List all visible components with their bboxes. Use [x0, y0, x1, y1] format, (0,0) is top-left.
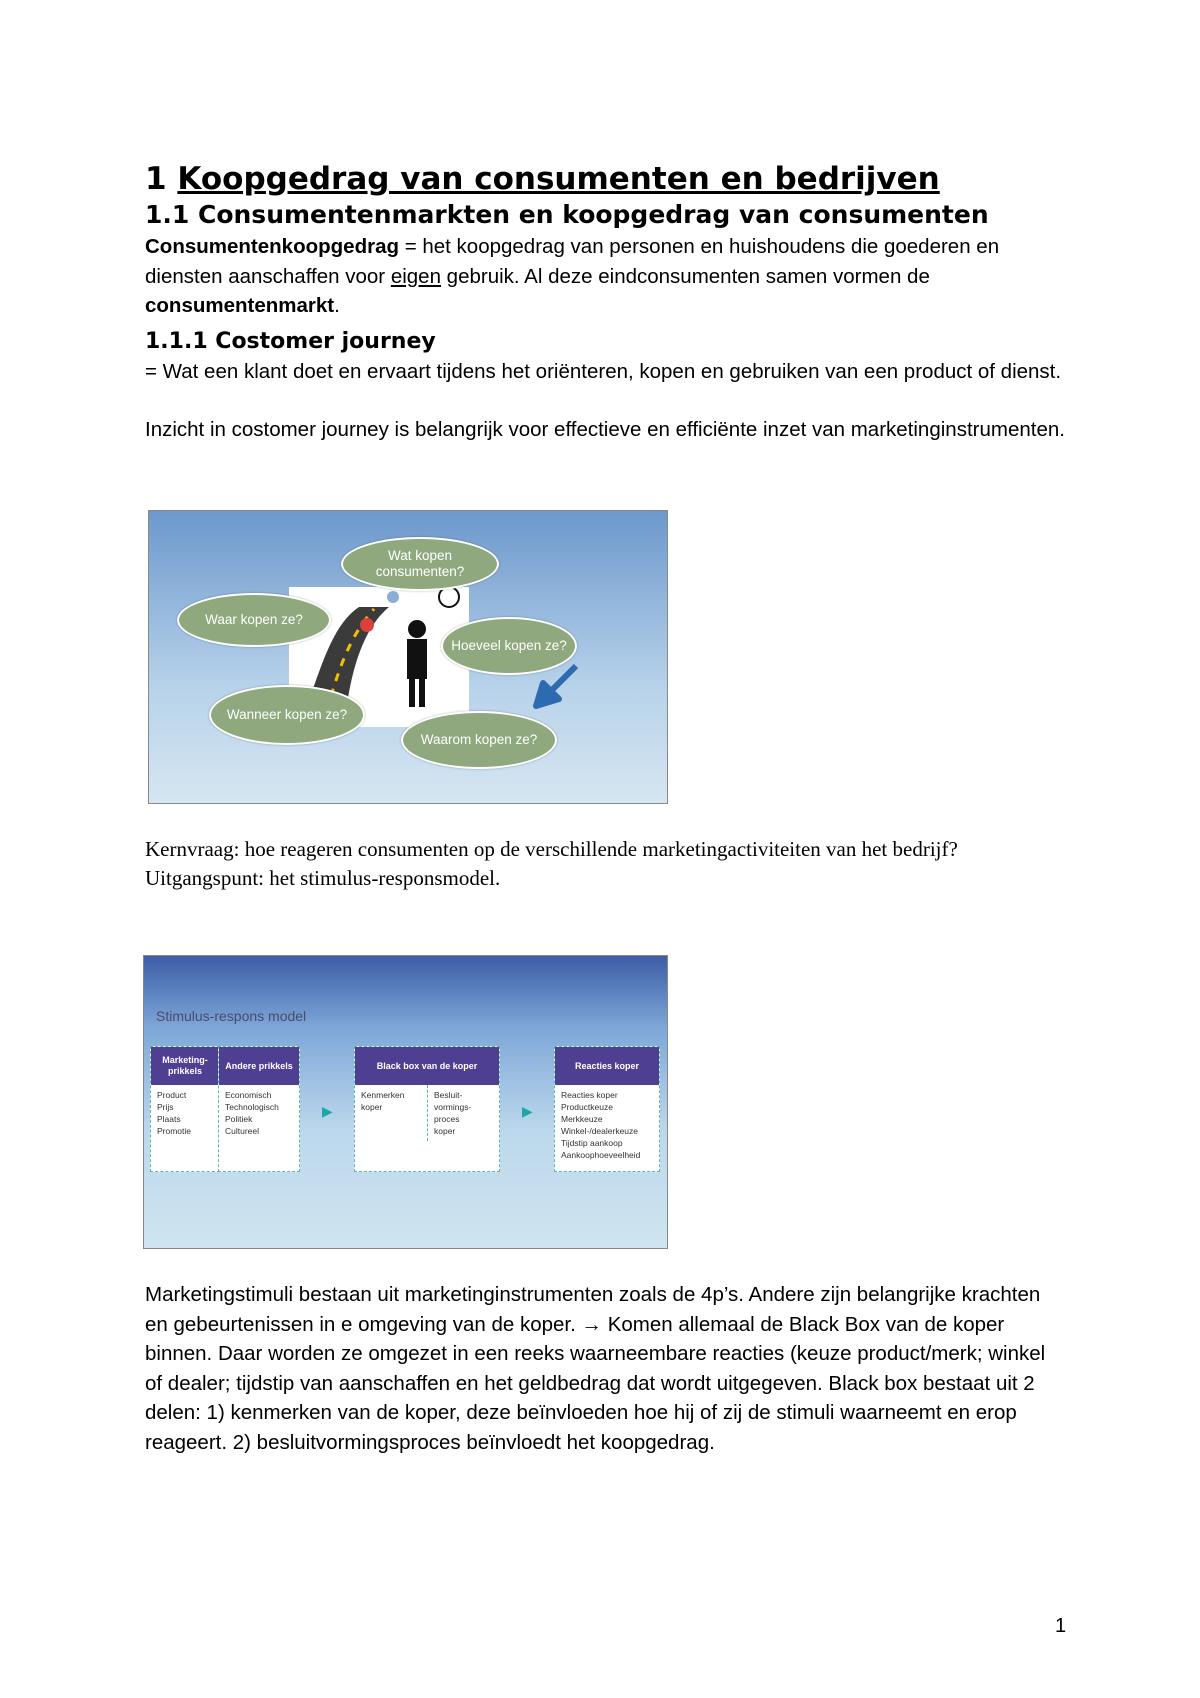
slide2-title: Stimulus-respons model [156, 1008, 307, 1024]
bubble-wanneer-kopen: Wanneer kopen ze? [209, 685, 365, 745]
bubble-wat-kopen: Wat kopen consumenten? [341, 537, 499, 591]
column-header: Reacties koper [555, 1047, 659, 1085]
body-text-2: Komen allemaal de Black Box van de koper binnen. Daar worden ze omgezet in een reeks waarneembare reacties (keuze product/merk; winkel of dealer; tijdstip van aanschaffen en het geldbedrag dat wordt uitgegeven. Black box bestaat uit 2 delen: 1) kenmerken van de koper, deze beïnvloeden hoe hij of zij de stimuli waarneemt en erop reageert. 2) besluitvormingsproces beïnvloedt het koopgedrag. [145, 1312, 1046, 1454]
body-paragraph [145, 1280, 1065, 1457]
list-item: Economisch [225, 1090, 272, 1100]
list-item: Aankoophoeveelheid [561, 1150, 641, 1160]
customer-journey-slide [148, 510, 668, 804]
body-text: Marketingstimuli bestaan uit marketinginstrumenten zoals de 4p’s. Andere zijn belangrijke krachten en gebeurtenissen in e omgeving van de koper. [145, 1283, 1041, 1336]
list-item: Productkeuze [561, 1102, 613, 1112]
list-item: Winkel-/dealerkeuze [561, 1126, 639, 1136]
heading-1-number: 1 [145, 161, 167, 197]
arrow-icon [531, 661, 581, 711]
list-item: proces [434, 1114, 460, 1124]
column-andere-prikkels [218, 1046, 300, 1172]
page-number: 1 [1055, 1615, 1067, 1637]
list-item: Cultureel [225, 1126, 260, 1136]
document-page [145, 160, 1065, 445]
definition-term: Consumentenkoopgedrag [145, 235, 399, 258]
list-item: Politiek [225, 1114, 253, 1124]
bubble-waar-kopen: Waar kopen ze? [177, 593, 331, 647]
arrow-glyph: → [581, 1312, 602, 1336]
column-header: Andere prikkels [219, 1047, 299, 1085]
body-block [145, 1280, 1065, 1457]
stimulus-respons-slide [143, 955, 668, 1249]
heading-3: 1.1.1 Costomer journey [145, 328, 436, 354]
list-item: Plaats [157, 1114, 181, 1124]
definition-underlined: eigen [390, 264, 441, 288]
journey-insight: Inzicht in costomer journey is belangrijk voor effectieve en efficiënte inzet van marketinginstrumenten. [145, 418, 1065, 441]
bubble-waarom-kopen: Waarom kopen ze? [401, 711, 557, 769]
definition-text-2: gebruik. Al deze eindconsumenten samen vormen de [440, 264, 930, 288]
list-item: koper [434, 1126, 456, 1136]
list-item: Reacties koper [561, 1090, 618, 1100]
play-arrow-icon: ▶ [522, 1103, 533, 1119]
kernvraag-block [145, 835, 1065, 893]
journey-definition: = Wat een klant doet en ervaart tijdens het oriënteren, kopen en gebruiken van een product of dienst. [145, 359, 1062, 383]
list-item: Technologisch [225, 1102, 279, 1112]
column-header: Marketing-prikkels [151, 1047, 219, 1085]
play-arrow-icon: ▶ [322, 1103, 333, 1119]
column-reacties-koper [554, 1046, 660, 1172]
list-item: Prijs [157, 1102, 174, 1112]
list-item: Besluit- [434, 1090, 463, 1100]
list-item: Kenmerken [361, 1090, 405, 1100]
heading-1 [145, 160, 1065, 198]
definition-end: . [334, 294, 340, 317]
list-item: Product [157, 1090, 187, 1100]
heading-1-title: Koopgedrag van consumenten en bedrijven [177, 161, 940, 197]
definition-paragraph [145, 232, 1065, 321]
kernvraag-paragraph: Kernvraag: hoe reageren consumenten op de verschillende marketingactiviteiten van het bedrijf? Uitgangspunt: het stimulus-responsmodel. [145, 837, 958, 890]
list-item: Tijdstip aankoop [561, 1138, 623, 1148]
column-black-box [354, 1046, 500, 1172]
list-item: koper [361, 1102, 383, 1112]
list-item: vormings- [434, 1102, 472, 1112]
definition-text: = het koopgedrag van personen en huishoudens die goederen en diensten aanschaffen voor [145, 235, 1000, 288]
bubble-hoeveel-kopen: Hoeveel kopen ze? [441, 617, 577, 675]
heading-2: 1.1 Consumentenmarkten en koopgedrag van consumenten [145, 200, 989, 229]
definition-bold: consumentenmarkt [145, 294, 335, 317]
list-item: Merkkeuze [561, 1114, 603, 1124]
column-header: Black box van de koper [355, 1047, 499, 1085]
list-item: Promotie [157, 1126, 192, 1136]
column-marketing-prikkels [150, 1046, 220, 1172]
